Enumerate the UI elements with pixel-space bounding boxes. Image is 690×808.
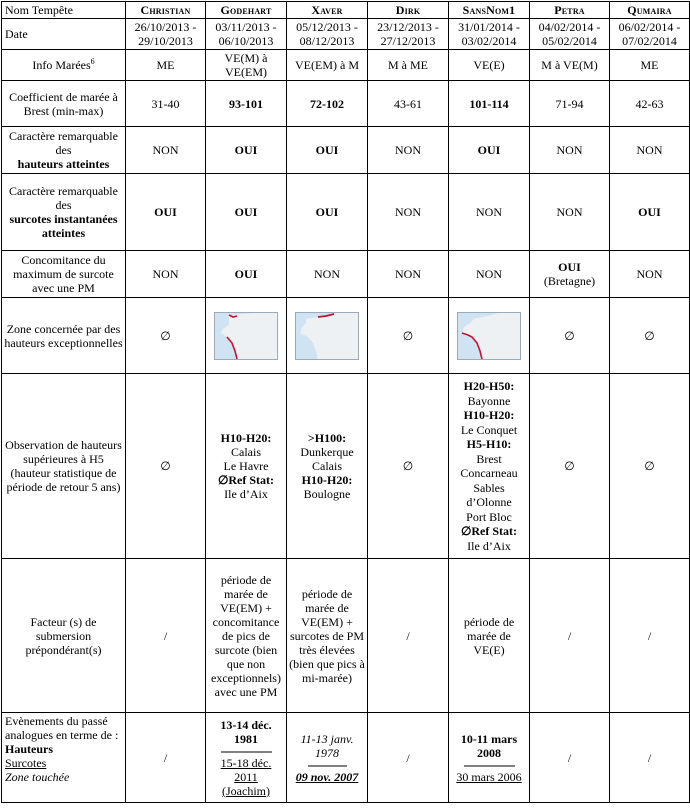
header-nom: Nom Tempête xyxy=(2,2,126,19)
concomitance-xaver: NON xyxy=(287,251,368,298)
header-observation: Observation de hauteurs supérieures à H5 (hauteur statistique de période de retour 5 ans) xyxy=(2,374,126,559)
surcotes-petra: NON xyxy=(530,174,610,251)
facteur-christian: / xyxy=(126,559,206,713)
hauteurs-petra: NON xyxy=(530,127,610,174)
zone-christian: ∅ xyxy=(126,298,206,374)
concomitance-petra: OUI (Bretagne) xyxy=(530,251,610,298)
evenements-xaver: 11-13 janv. 1978 ------------- 09 nov. 2007 xyxy=(287,713,368,803)
evenements-petra: / xyxy=(530,713,610,803)
surcotes-sansnom1: NON xyxy=(449,174,530,251)
coef-christian: 31-40 xyxy=(126,81,206,127)
date-xaver: 05/12/2013 - 08/12/2013 xyxy=(287,19,368,50)
storm-name-godehart: Godehart xyxy=(206,2,287,19)
observation-dirk: ∅ xyxy=(368,374,449,559)
surcotes-dirk: NON xyxy=(368,174,449,251)
concomitance-sansnom1: NON xyxy=(449,251,530,298)
concomitance-dirk: NON xyxy=(368,251,449,298)
concomitance-qumaira: NON xyxy=(610,251,690,298)
header-surcotes: Caractère remarquable des surcotes instantanées atteintes xyxy=(2,174,126,251)
coef-dirk: 43-61 xyxy=(368,81,449,127)
date-sansnom1: 31/01/2014 - 03/02/2014 xyxy=(449,19,530,50)
evenements-sansnom1: 10-11 mars 2008 ----------------- 30 mars 2006 xyxy=(449,713,530,803)
date-godehart: 03/11/2013 - 06/10/2013 xyxy=(206,19,287,50)
concomitance-godehart: OUI xyxy=(206,251,287,298)
hauteurs-xaver: OUI xyxy=(287,127,368,174)
coef-qumaira: 42-63 xyxy=(610,81,690,127)
facteur-sansnom1: période de marée de VE(E) xyxy=(449,559,530,713)
date-qumaira: 06/02/2014 - 07/02/2014 xyxy=(610,19,690,50)
header-coefficient: Coefficient de marée à Brest (min-max) xyxy=(2,81,126,127)
surcotes-xaver: OUI xyxy=(287,174,368,251)
coef-sansnom1: 101-114 xyxy=(449,81,530,127)
coef-godehart: 93-101 xyxy=(206,81,287,127)
coef-petra: 71-94 xyxy=(530,81,610,127)
info-christian: ME xyxy=(126,50,206,81)
france-map-godehart xyxy=(214,312,278,360)
header-facteur: Facteur (s) de submersion prépondérant(s) xyxy=(2,559,126,713)
storm-name-sansnom1: SansNom1 xyxy=(449,2,530,19)
hauteurs-dirk: NON xyxy=(368,127,449,174)
facteur-dirk: / xyxy=(368,559,449,713)
evenements-godehart: 13-14 déc. 1981 ----------------- 15-18 déc. 2011 (Joachim) xyxy=(206,713,287,803)
surcotes-godehart: OUI xyxy=(206,174,287,251)
surcotes-qumaira: OUI xyxy=(610,174,690,251)
zone-godehart xyxy=(206,298,287,374)
evenements-christian: / xyxy=(126,713,206,803)
header-hauteurs: Caractère remarquable des hauteurs atteintes xyxy=(2,127,126,174)
zone-xaver xyxy=(287,298,368,374)
storm-name-petra: Petra xyxy=(530,2,610,19)
hauteurs-qumaira: NON xyxy=(610,127,690,174)
hauteurs-sansnom1: OUI xyxy=(449,127,530,174)
observation-godehart: H10-H20: Calais Le Havre ∅Ref Stat: Ile d’Aix xyxy=(206,374,287,559)
header-evenements: Evènements du passé analogues en terme de : Hauteurs Surcotes Zone touchée xyxy=(2,713,126,803)
observation-petra: ∅ xyxy=(530,374,610,559)
header-info-marees: Info Marées$^6$ xyxy=(2,50,126,81)
info-qumaira: ME xyxy=(610,50,690,81)
facteur-petra: / xyxy=(530,559,610,713)
storm-name-qumaira: Qumaira xyxy=(610,2,690,19)
zone-sansnom1 xyxy=(449,298,530,374)
france-map-xaver xyxy=(295,312,359,360)
hauteurs-christian: NON xyxy=(126,127,206,174)
evenements-qumaira: / xyxy=(610,713,690,803)
facteur-qumaira: / xyxy=(610,559,690,713)
observation-xaver: >H100: Dunkerque Calais H10-H20: Boulogne xyxy=(287,374,368,559)
info-godehart: VE(M) à VE(EM) xyxy=(206,50,287,81)
evenements-dirk: / xyxy=(368,713,449,803)
hauteurs-godehart: OUI xyxy=(206,127,287,174)
concomitance-christian: NON xyxy=(126,251,206,298)
info-petra: M à VE(M) xyxy=(530,50,610,81)
observation-christian: ∅ xyxy=(126,374,206,559)
storm-name-xaver: Xaver xyxy=(287,2,368,19)
facteur-godehart: période de marée de VE(EM) + concomitance de pics de surcote (bien que non exceptionnels) avec une PM xyxy=(206,559,287,713)
date-christian: 26/10/2013 - 29/10/2013 xyxy=(126,19,206,50)
observation-qumaira: ∅ xyxy=(610,374,690,559)
storm-name-christian: Christian xyxy=(126,2,206,19)
header-zone: Zone concernée par des hauteurs exceptionnelles xyxy=(2,298,126,374)
header-concomitance: Concomitance du maximum de surcote avec une PM xyxy=(2,251,126,298)
france-map-sansnom1 xyxy=(457,312,521,360)
info-xaver: VE(EM) à M xyxy=(287,50,368,81)
surcotes-christian: OUI xyxy=(126,174,206,251)
storm-name-dirk: Dirk xyxy=(368,2,449,19)
zone-petra: ∅ xyxy=(530,298,610,374)
zone-dirk: ∅ xyxy=(368,298,449,374)
header-date: Date xyxy=(2,19,126,50)
coef-xaver: 72-102 xyxy=(287,81,368,127)
observation-sansnom1: H20-H50: Bayonne H10-H20: Le Conquet H5-H10: Brest Concarneau Sables d’Olonne Port Bloc ∅Ref Stat: Ile d’Aix xyxy=(449,374,530,559)
zone-qumaira: ∅ xyxy=(610,298,690,374)
date-petra: 04/02/2014 - 05/02/2014 xyxy=(530,19,610,50)
info-sansnom1: VE(E) xyxy=(449,50,530,81)
date-dirk: 23/12/2013 - 27/12/2013 xyxy=(368,19,449,50)
storm-table xyxy=(1,1,690,803)
facteur-xaver: période de marée de VE(EM) + surcotes de PM très élevées (bien que pics à mi-marée) xyxy=(287,559,368,713)
info-dirk: M à ME xyxy=(368,50,449,81)
